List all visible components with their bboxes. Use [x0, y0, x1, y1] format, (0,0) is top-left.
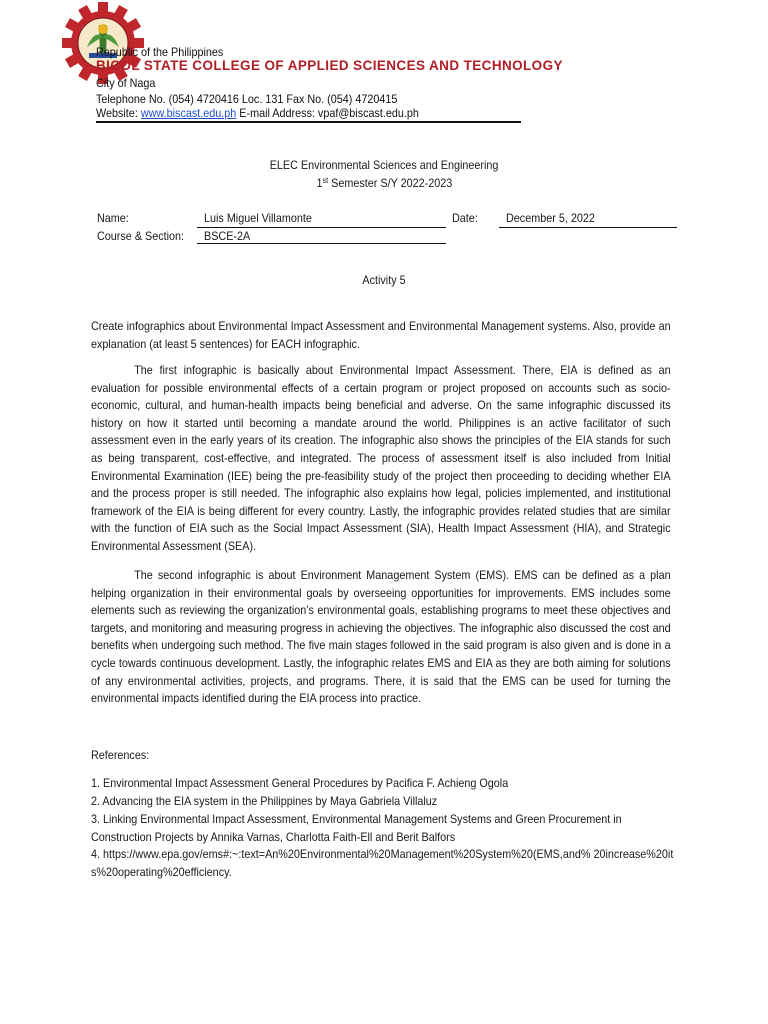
reference-item: 1. Environmental Impact Assessment General Procedures by Pacifica F. Achieng Ogola	[91, 776, 509, 790]
references-heading: References:	[91, 748, 150, 762]
website-link[interactable]: www.biscast.edu.ph	[140, 106, 237, 120]
name-underline	[197, 227, 446, 228]
email-text: E-mail Address: vpaf@biscast.edu.ph	[236, 106, 419, 120]
contact-line	[96, 106, 419, 120]
instructions-paragraph: Create infographics about Environmental Impact Assessment and Environmental Management systems. Also, provide an explanation (at least 5 sentences) for EACH infographic.	[91, 319, 671, 351]
semester-ordinal-suffix: st	[322, 176, 328, 185]
reference-item: 2. Advancing the EIA system in the Philippines by Maya Gabriela Villaluz	[91, 794, 438, 808]
ems-paragraph: The second infographic is about Environment Management System (EMS). EMS can be defined as a plan helping organization in their environmental goals by overseeing opportunities for improvements. EMS includes some elements such as reviewing the organization’s environmental goals, establishing programs to meet these objectives and targets, and monitoring and measuring progress in achieving the objectives. The infographic also discussed the cost and benefits when undergoing such method. The five main stages followed in the said program is also given and is done in a cycle towards continuous development. Lastly, the infographic relates EMS and EIA as they are both aiming for solutions of any environmental activities, projects, and programs. There, it is said that the EMS can be used for turning the environmental impacts identified during the EIA process into practice.	[91, 568, 671, 706]
header-divider	[96, 121, 521, 123]
name-label: Name:	[97, 211, 129, 225]
college-name: BICOL STATE COLLEGE OF APPLIED SCIENCES AND TECHNOLOGY	[96, 58, 563, 73]
website-label: Website:	[96, 106, 141, 120]
course-title-line	[0, 158, 768, 172]
country-line: Republic of the Philippines	[96, 45, 224, 59]
eia-paragraph: The first infographic is basically about Environmental Impact Assessment. There, EIA is defined as an evaluation for possible environmental effects of a certain program or project proposed on accounts such as socio-economic, cultural, and human-health impacts being beneficial and adverse. On the same infographic discussed its history on how it started until becoming a mandate around the world. Philippines is an active facilitator of such assessment even in the early years of its creation. The infographic also shows the principles of the EIA stands for such as being transparent, cost-effective, and integrated. The process of assessment itself is also included from Initial Environmental Examination (IEE) being the pre-feasibility study of the project then proceeding to deciding whether EIA and the process proper is still needed. The infographic also explains how legal, policies implemented, and institutional framework of the EIA is being different for every country. Lastly, the infographic provides related studies that are similar with the function of EIA such as the Social Impact Assessment (SIA), Health Impact Assessment (HIA), and Strategic Environmental Assessment (SEA).	[91, 363, 671, 553]
date-underline	[499, 227, 677, 228]
course-title: ELEC Environmental Sciences and Engineering	[269, 158, 499, 172]
telephone-line: Telephone No. (054) 4720416 Loc. 131 Fax No. (054) 4720415	[96, 92, 398, 106]
city-line: City of Naga	[96, 76, 156, 90]
date-value: December 5, 2022	[506, 211, 595, 225]
reference-item: 3. Linking Environmental Impact Assessment, Environmental Management Systems and Green Procurement in Construction Projects by Annika Varnas, Charlotta Faith-Ell and Berit Balfors	[91, 812, 622, 844]
activity-title: Activity 5	[362, 273, 406, 287]
name-value: Luis Miguel Villamonte	[204, 211, 312, 225]
course-section-underline	[197, 243, 446, 244]
semester-ordinal: 1	[316, 176, 323, 190]
semester-line	[0, 176, 768, 190]
semester-text: Semester S/Y 2022-2023	[327, 176, 452, 190]
date-label: Date:	[452, 211, 478, 225]
reference-item-url[interactable]: 4. https://www.epa.gov/ems#:~:text=An%20Environmental%20Management%20System%20(EMS,and% 20increase%20its%20operating%20efficiency.	[91, 847, 674, 879]
activity-title-line	[0, 273, 768, 287]
course-section-value: BSCE-2A	[204, 229, 251, 243]
course-section-label: Course & Section:	[97, 229, 185, 243]
